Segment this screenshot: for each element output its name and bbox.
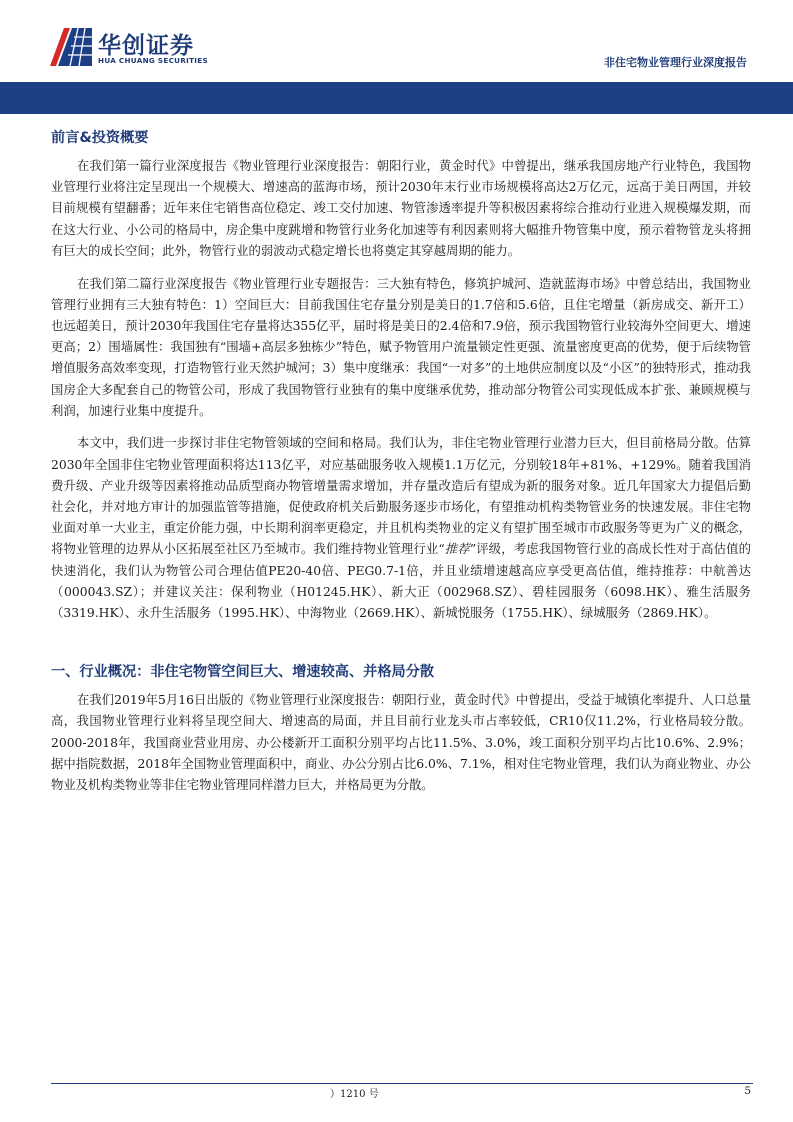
section-title-preface: 前言&投资概要: [51, 130, 149, 146]
rating-text: 推荐: [444, 542, 470, 557]
paragraph: [51, 433, 751, 624]
paragraph: 在我们2019年5月16日出版的《物业管理行业深度报告：朝阳行业，黄金时代》中曾提出，受益于城镇化率提升、人口总量高，我国物业管理行业料将呈现空间大、增速高的局面，并且目前行业龙头市占率较低，CR10仅11.2%，行业格局较分散。2000-2018年，我国商业营业用房、办公楼新开工面积分别平均占比11.5%、3.0%，竣工面积分别平均占比10.6%、2.9%；据中指院数据，2018年全国物业管理面积中，商业、办公分别占比6.0%、7.1%，相对住宅物业管理，我们认为商业物业、办公物业及机构类物业等非住宅物业管理同样潜力巨大，并格局更为分散。: [51, 693, 751, 793]
paragraph-text: ”评级，考虑我国物管行业的高成长性对于高估值的快速消化，我们认为物管公司合理估值PE20-40倍、PEG0.7-1倍，并且业绩增速越高应享受更高估值，维持推荐：中航善达（000043.SZ）；并建议关注：保利物业（H01245.HK）、新大正（002968.SZ）、碧桂园服务（6098.HK）、雅生活服务（3319.HK）、永升生活服务（1995.HK）、中海物业（2669.HK）、新城悦服务（1755.HK）、绿城服务（2869.HK）。: [51, 542, 752, 621]
paragraph: 在我们第二篇行业深度报告《物业管理行业专题报告：三大独有特色，修筑护城河、造就蓝海市场》中曾总结出，我国物业管理行业拥有三大独有特色：1）空间巨大：目前我国住宅存量分别是美日的1.7倍和5.6倍，且住宅增量（新房成交、新开工）也远超美日，预计2030年我国住宅存量将达355亿平，届时将是美日的2.4倍和7.9倍，预示我国物管行业较海外空间更大、增速更高；2）围墙属性：我国独有“围墙+高层多独栋少”特色，赋予物管用户流量锁定性更强、流量密度更高的优势，便于后续物管增值服务高效率变现，打造物管行业天然护城河；3）集中度继承：我国“一对多”的土地供应制度以及“小区”的独特形式，推动我国房企大多配套自己的物管公司，形成了我国物管行业独有的集中度继承优势，推动部分物管公司实现低成本扩张、兼顾规模与利润，加速行业集中度提升。: [51, 276, 751, 418]
report-title: 非住宅物业管理行业深度报告: [604, 56, 747, 69]
paragraph-text: 本文中，我们进一步探讨非住宅物管领域的空间和格局。我们认为，非住宅物业管理行业潜力巨大，但目前格局分散。估算2030年全国非住宅物业管理面积将达113亿平，对应基础服务收入规模1.1万亿元，分别较18年+81%、+129%。随着我国消费升级、产业升级等因素将推动品质型商办物管增量需求增加，并存量改造后有望成为新的服务对象。近几年国家大力提倡后勤社会化，并对地方审计的加强监管等措施，促使政府机关后勤服务逐步市场化，有望推动机构类物管业务的快速发展。非住宅物业面对单一大业主，重定价能力强，中长期利润率更稳定，并且机构类物业的定义有望扩围至城市市政服务等更为广义的概念，将物业管理的边界从小区拓展至社区乃至城市。我们维持物业管理行业“: [51, 436, 751, 557]
footer-divider: [51, 1083, 753, 1084]
header-band: [0, 82, 793, 114]
page-number: 5: [744, 1085, 751, 1097]
document-body: [51, 126, 751, 796]
footer-note: ）1210 号: [330, 1089, 379, 1100]
brand-name-en: HUA CHUANG SECURITIES: [98, 56, 208, 65]
paragraph: 在我们第一篇行业深度报告《物业管理行业深度报告：朝阳行业，黄金时代》中曾提出，继承我国房地产行业特色，我国物业管理行业将注定呈现出一个规模大、增速高的蓝海市场，预计2030年末行业市场规模将高达2万亿元，远高于美日两国，并较目前规模有望翻番；近年来住宅销售高位稳定、竣工交付加速、物管渗透率提升等积极因素将综合推动行业进入规模爆发期，而在这大行业、小公司的格局中，房企集中度跳增和物管行业务化加速等有利因素则将大幅推升物管集中度，预示着物管龙头将拥有巨大的成长空间；此外，物管行业的弱波动式稳定增长也将奠定其穿越周期的能力。: [51, 159, 751, 258]
section-title-overview: 一、行业概况：非住宅物管空间巨大、增速较高、并格局分散: [51, 664, 435, 681]
brand-logo-icon: [50, 28, 92, 66]
brand-name-cn: 华创证券: [98, 33, 194, 59]
page-header: [0, 0, 793, 82]
